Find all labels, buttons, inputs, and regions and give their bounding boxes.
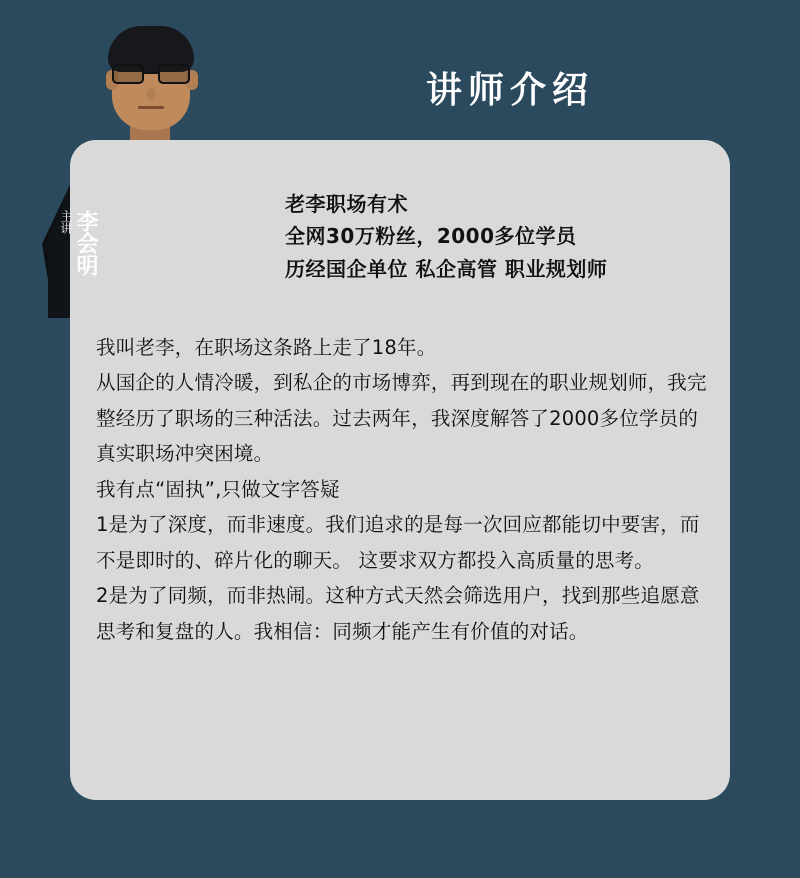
glasses-icon [110,64,192,84]
bio-paragraph-3: 我有点“固执”,只做文字答疑 [96,477,340,501]
instructor-highlights [285,188,607,285]
bio-paragraph-4: 1是为了深度，而非速度。我们追求的是每一次回应都能切中要害，而不是即时的、碎片化的聊天。 这要求双方都投入高质量的思考。 [96,513,700,572]
glasses-lens-left [112,64,144,84]
glasses-bridge [144,72,158,74]
caption-role: 主讲 [59,210,73,234]
highlight-line-3: 历经国企单位 私企高管 职业规划师 [285,256,608,281]
bio-paragraph-5: 2是为了同频，而非热闹。这种方式天然会筛选用户，找到那些追愿意思考和复盘的人。我相信：同频才能产生有价值的对话。 [96,584,700,643]
instructor-bio [96,330,708,649]
highlight-line-2: 全网30万粉丝，2000多位学员 [285,224,577,249]
caption-name: 李会明 [73,210,98,276]
glasses-lens-right [158,64,190,84]
portrait-mouth [138,106,164,109]
instructor-card [70,140,730,800]
page-title: 讲师介绍 [425,70,594,111]
highlight-line-1: 老李职场有术 [285,192,408,216]
instructor-vertical-caption [60,210,96,276]
bio-paragraph-2: 从国企的人情冷暖，到私企的市场博弈，再到现在的职业规划师，我完整经历了职场的三种活法。过去两年，我深度解答了2000多位学员的真实职场冲突困境。 [96,371,707,466]
bio-paragraph-1: 我叫老李，在职场这条路上走了18年。 [96,336,437,359]
portrait-nose [146,88,156,100]
